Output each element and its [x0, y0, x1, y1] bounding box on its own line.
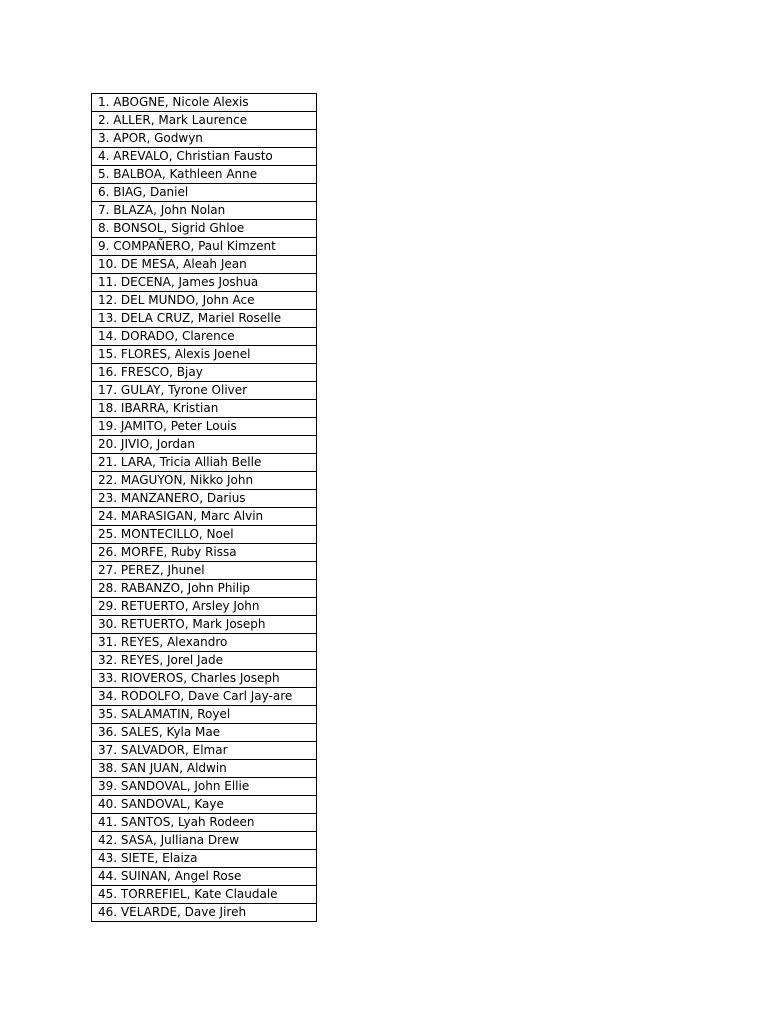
table-row [92, 670, 317, 688]
table-row [92, 454, 317, 472]
roster-cell: 6. BIAG, Daniel [92, 184, 317, 202]
roster-cell: 38. SAN JUAN, Aldwin [92, 760, 317, 778]
roster-cell: 44. SUINAN, Angel Rose [92, 868, 317, 886]
roster-cell: 10. DE MESA, Aleah Jean [92, 256, 317, 274]
table-row [92, 202, 317, 220]
table-row [92, 580, 317, 598]
table-row [92, 418, 317, 436]
roster-cell: 30. RETUERTO, Mark Joseph [92, 616, 317, 634]
roster-cell: 33. RIOVEROS, Charles Joseph [92, 670, 317, 688]
roster-cell: 29. RETUERTO, Arsley John [92, 598, 317, 616]
roster-cell: 2. ALLER, Mark Laurence [92, 112, 317, 130]
table-row [92, 364, 317, 382]
roster-cell: 1. ABOGNE, Nicole Alexis [92, 94, 317, 112]
table-row [92, 148, 317, 166]
table-row [92, 382, 317, 400]
table-row [92, 130, 317, 148]
roster-cell: 9. COMPAÑERO, Paul Kimzent [92, 238, 317, 256]
roster-cell: 19. JAMITO, Peter Louis [92, 418, 317, 436]
table-row [92, 184, 317, 202]
table-row [92, 634, 317, 652]
roster-cell: 41. SANTOS, Lyah Rodeen [92, 814, 317, 832]
roster-cell: 26. MORFE, Ruby Rissa [92, 544, 317, 562]
roster-cell: 17. GULAY, Tyrone Oliver [92, 382, 317, 400]
roster-cell: 42. SASA, Julliana Drew [92, 832, 317, 850]
table-row [92, 346, 317, 364]
roster-cell: 37. SALVADOR, Elmar [92, 742, 317, 760]
roster-cell: 15. FLORES, Alexis Joenel [92, 346, 317, 364]
table-row [92, 508, 317, 526]
table-row [92, 166, 317, 184]
table-row [92, 616, 317, 634]
table-row [92, 814, 317, 832]
table-row [92, 292, 317, 310]
roster-cell: 8. BONSOL, Sigrid Ghloe [92, 220, 317, 238]
table-row [92, 436, 317, 454]
table-row [92, 688, 317, 706]
table-row [92, 220, 317, 238]
table-row [92, 94, 317, 112]
table-row [92, 472, 317, 490]
table-row [92, 562, 317, 580]
roster-cell: 22. MAGUYON, Nikko John [92, 472, 317, 490]
roster-cell: 14. DORADO, Clarence [92, 328, 317, 346]
roster-cell: 31. REYES, Alexandro [92, 634, 317, 652]
roster-cell: 4. AREVALO, Christian Fausto [92, 148, 317, 166]
roster-cell: 23. MANZANERO, Darius [92, 490, 317, 508]
roster-cell: 28. RABANZO, John Philip [92, 580, 317, 598]
table-row [92, 886, 317, 904]
roster-cell: 45. TORREFIEL, Kate Claudale [92, 886, 317, 904]
student-roster-table [91, 93, 317, 922]
roster-cell: 3. APOR, Godwyn [92, 130, 317, 148]
roster-table-body [92, 94, 317, 922]
roster-cell: 18. IBARRA, Kristian [92, 400, 317, 418]
roster-cell: 27. PEREZ, Jhunel [92, 562, 317, 580]
table-row [92, 238, 317, 256]
roster-cell: 13. DELA CRUZ, Mariel Roselle [92, 310, 317, 328]
roster-cell: 39. SANDOVAL, John Ellie [92, 778, 317, 796]
table-row [92, 328, 317, 346]
roster-cell: 40. SANDOVAL, Kaye [92, 796, 317, 814]
table-row [92, 868, 317, 886]
table-row [92, 544, 317, 562]
table-row [92, 652, 317, 670]
table-row [92, 904, 317, 922]
table-row [92, 706, 317, 724]
roster-cell: 7. BLAZA, John Nolan [92, 202, 317, 220]
table-row [92, 274, 317, 292]
roster-cell: 5. BALBOA, Kathleen Anne [92, 166, 317, 184]
table-row [92, 310, 317, 328]
roster-cell: 34. RODOLFO, Dave Carl Jay-are [92, 688, 317, 706]
table-row [92, 778, 317, 796]
table-row [92, 526, 317, 544]
roster-cell: 12. DEL MUNDO, John Ace [92, 292, 317, 310]
roster-cell: 25. MONTECILLO, Noel [92, 526, 317, 544]
roster-cell: 32. REYES, Jorel Jade [92, 652, 317, 670]
roster-cell: 35. SALAMATIN, Royel [92, 706, 317, 724]
table-row [92, 850, 317, 868]
roster-cell: 16. FRESCO, Bjay [92, 364, 317, 382]
roster-cell: 46. VELARDE, Dave Jireh [92, 904, 317, 922]
roster-cell: 20. JIVIO, Jordan [92, 436, 317, 454]
table-row [92, 832, 317, 850]
table-row [92, 742, 317, 760]
table-row [92, 490, 317, 508]
table-row [92, 760, 317, 778]
table-row [92, 724, 317, 742]
roster-cell: 24. MARASIGAN, Marc Alvin [92, 508, 317, 526]
roster-cell: 11. DECENA, James Joshua [92, 274, 317, 292]
table-row [92, 400, 317, 418]
roster-cell: 36. SALES, Kyla Mae [92, 724, 317, 742]
table-row [92, 256, 317, 274]
roster-cell: 43. SIETE, Elaiza [92, 850, 317, 868]
table-row [92, 112, 317, 130]
table-row [92, 598, 317, 616]
roster-cell: 21. LARA, Tricia Alliah Belle [92, 454, 317, 472]
table-row [92, 796, 317, 814]
